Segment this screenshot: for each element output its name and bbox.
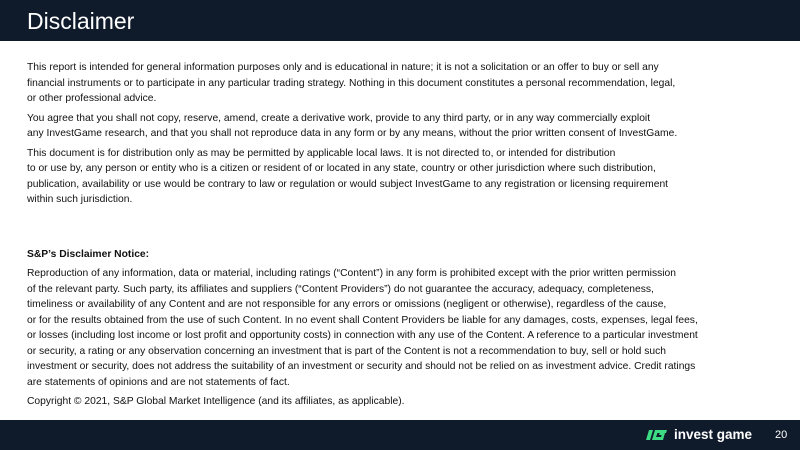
text-line: or other professional advice. bbox=[27, 93, 157, 104]
copyright-text: Copyright © 2021, S&P Global Market Intelligence (and its affiliates, as applicable). bbox=[27, 396, 405, 407]
text-line: timeliness or availability of any Content and are not responsible for any errors or omissions (negligent or otherwise), regardless of the cause, bbox=[27, 299, 667, 310]
text-line: investment or security, does not address the suitability of an investment or security and should not be relied on as investment advice. Credit ratings bbox=[27, 361, 696, 372]
paragraph-copy-restrictions bbox=[27, 111, 775, 142]
disclaimer-content bbox=[27, 60, 775, 410]
page-number: 20 bbox=[775, 429, 788, 441]
paragraph-sp-notice bbox=[27, 266, 775, 390]
text-line: within such jurisdiction. bbox=[27, 194, 133, 205]
brand-name: invest game bbox=[674, 427, 753, 442]
text-line: This document is for distribution only as may be permitted by applicable local laws. It is not directed to, or intended for distribution bbox=[27, 147, 616, 159]
text-line: or for the results obtained from the use of such Content. In no event shall Content Providers be liable for any damages, costs, expenses, legal fees, bbox=[27, 314, 698, 326]
text-line: or losses (including lost income or lost profit and opportunity costs) in connection with any use of the Content. A reference to a particular investment bbox=[27, 330, 698, 341]
text-line: are statements of opinions and are not statements of fact. bbox=[27, 376, 290, 388]
text-line: publication, availability or use would be contrary to law or regulation or would subject InvestGame to any registration or licensing requirement bbox=[27, 178, 669, 190]
text-line: You agree that you shall not copy, reserve, amend, create a derivative work, provide to any third party, or in any way commercially exploit bbox=[27, 112, 651, 124]
header-bar bbox=[0, 0, 800, 41]
text-line: of the relevant party. Such party, its affiliates and suppliers (“Content Providers”) do not guarantee the accuracy, adequacy, completeness, bbox=[27, 283, 654, 295]
footer-bar bbox=[0, 420, 800, 450]
investgame-logo-icon bbox=[646, 428, 668, 442]
sp-notice-title: S&P’s Disclaimer Notice: bbox=[27, 248, 150, 260]
paragraph-general bbox=[27, 60, 775, 107]
text-line: to or use by, any person or entity who is a citizen or resident of or located in any state, country or other jurisdiction where such distribution, bbox=[27, 163, 656, 174]
brand-logo bbox=[646, 427, 752, 443]
text-line: This report is intended for general information purposes only and is educational in nature; it is not a solicitation or an offer to buy or sell any bbox=[27, 62, 659, 73]
page-title: Disclaimer bbox=[27, 8, 135, 34]
text-line: any InvestGame research, and that you shall not reproduce data in any form or by any means, without the prior written consent of InvestGame. bbox=[27, 128, 678, 139]
paragraph-distribution bbox=[27, 146, 775, 208]
text-line: or security, a rating or any observation concerning an investment that is part of the Content is not a recommendation to buy, sell or hold such bbox=[27, 345, 666, 357]
text-line: Reproduction of any information, data or material, including ratings (“Content”) in any form is prohibited except with the prior written permission bbox=[27, 268, 677, 279]
text-line: financial instruments or to participate in any particular trading strategy. Nothing in this document constitutes a personal recommendation, legal, bbox=[27, 77, 676, 89]
